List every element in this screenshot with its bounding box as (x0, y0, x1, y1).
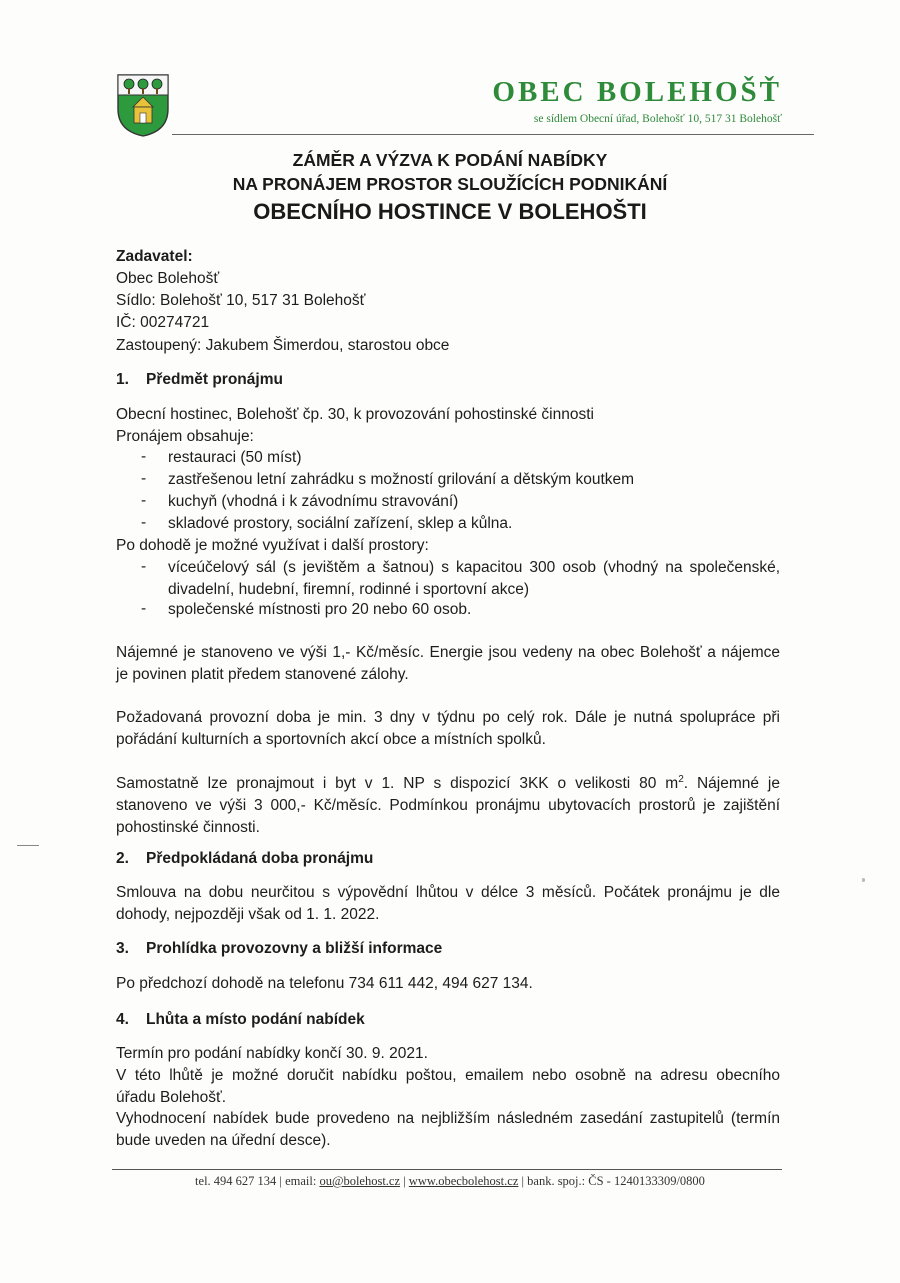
section-4-delivery (116, 1065, 780, 1109)
margin-mark (17, 845, 39, 846)
section-4-evaluation (116, 1108, 780, 1152)
title-line-1: ZÁMĚR A VÝZVA K PODÁNÍ NABÍDKY (292, 150, 608, 170)
list-bullet: - (141, 600, 147, 617)
contracting-ic: IČ: 00274721 (116, 314, 210, 331)
paragraph-line: Požadovaná provozní doba je min. 3 dny v týdnu po celý rok. Dále je nutná spolupráce při (116, 709, 780, 726)
paragraph-line: bude uveden na úřední desce). (116, 1132, 331, 1149)
list-item-line: víceúčelový sál (s jevištěm a šatnou) s kapacitou 300 osob (vhodný na společenské, (168, 559, 780, 576)
contracting-represented: Zastoupený: Jakubem Šimerdou, starostou obce (116, 337, 450, 354)
scan-speck (862, 878, 865, 882)
list-bullet: - (141, 470, 147, 487)
section-1-number: 1. (116, 371, 129, 388)
title-line-2: NA PRONÁJEM PROSTOR SLOUŽÍCÍCH PODNIKÁNÍ (232, 174, 668, 194)
organization-seat: se sídlem Obecní úřad, Bolehošť 10, 517 31 Bolehošť (533, 113, 782, 125)
coat-of-arms-icon (116, 73, 170, 137)
hours-paragraph (116, 707, 780, 751)
paragraph-line: Vyhodnocení nabídek bude provedeno na nejbližším následném zasedání zastupitelů (termín (116, 1110, 780, 1127)
footer-rule (112, 1169, 782, 1170)
footer-email-label: email: (285, 1174, 320, 1188)
list-item (168, 557, 780, 601)
list-bullet: - (141, 448, 147, 465)
contracting-label: Zadavatel: (116, 248, 193, 265)
paragraph-line: Samostatně lze pronajmout i byt v 1. NP s dispozicí 3KK o velikosti 80 $m^2$. Nájemné je (116, 774, 780, 793)
contracting-name: Obec Bolehošť (116, 270, 220, 287)
list-bullet: - (141, 514, 147, 531)
list-item: restauraci (50 míst) (168, 449, 302, 466)
section-3-heading: Prohlídka provozovny a bližší informace (146, 940, 443, 957)
section-3-number: 3. (116, 940, 129, 957)
section-2-heading: Předpokládaná doba pronájmu (146, 850, 374, 867)
section-3-paragraph: Po předchozí dohodě na telefonu 734 611 442, 494 627 134. (116, 975, 533, 992)
header-rule (172, 134, 814, 135)
contracting-seat: Sídlo: Bolehošť 10, 517 31 Bolehošť (116, 292, 366, 309)
section-4-number: 4. (116, 1011, 129, 1028)
flat-paragraph (116, 769, 780, 839)
paragraph-line: stanoveno ve výši 3 000,- Kč/měsíc. Podmínkou pronájmu ubytovacích prostorů je zajištění (116, 797, 780, 815)
list-bullet: - (141, 558, 147, 575)
list-bullet: - (141, 492, 147, 509)
section-4-heading: Lhůta a místo podání nabídek (146, 1011, 365, 1028)
list-item: kuchyň (vhodná i k závodnímu stravování) (168, 493, 459, 510)
paragraph-line: V této lhůtě je možné doručit nabídku poštou, emailem nebo osobně na adresu obecního (116, 1067, 780, 1084)
list-item: společenské místnosti pro 20 nebo 60 osob. (168, 601, 472, 618)
footer-phone: tel. 494 627 134 (195, 1174, 277, 1188)
title-line-3: OBECNÍHO HOSTINCE V BOLEHOŠTI (253, 199, 647, 224)
paragraph-line: pořádání kulturních a sportovních akcí obce a místních spolků. (116, 731, 546, 748)
paragraph-line: je povinen platit předem stanovené zálohy. (116, 666, 409, 683)
rent-paragraph (116, 642, 780, 686)
paragraph-line: Smlouva na dobu neurčitou s výpovědní lhůtou v délce 3 měsíců. Počátek pronájmu je dle (116, 884, 780, 901)
list-item: zastřešenou letní zahrádku s možností grilování a dětským koutkem (168, 471, 635, 488)
list-item-line: divadelní, hudební, firemní, rodinné i sportovní akce) (168, 581, 530, 598)
paragraph-line: úřadu Bolehošť. (116, 1089, 227, 1106)
footer-email-link[interactable]: ou@bolehost.cz (319, 1174, 401, 1188)
section-1-intro: Obecní hostinec, Bolehošť čp. 30, k provozování pohostinské činnosti (116, 406, 594, 423)
section-2-number: 2. (116, 850, 129, 867)
section-1-includes-label: Pronájem obsahuje: (116, 428, 254, 445)
paragraph-line: Nájemné je stanoveno ve výši 1,- Kč/měsíc. Energie jsou vedeny na obec Bolehošť a nájemce (116, 644, 780, 661)
footer-bank: bank. spoj.: ČS - 1240133309/0800 (527, 1174, 705, 1188)
section-1-heading: Předmět pronájmu (146, 371, 283, 388)
section-2-paragraph (116, 882, 780, 926)
list-item: skladové prostory, sociální zařízení, sklep a kůlna. (168, 515, 513, 532)
organization-name: OBEC BOLEHOŠŤ (492, 76, 782, 108)
paragraph-line: pohostinské činnosti. (116, 819, 260, 837)
section-1-extra-label: Po dohodě je možné využívat i další prostory: (116, 537, 429, 554)
section-4-deadline: Termín pro podání nabídky končí 30. 9. 2021. (116, 1045, 428, 1062)
paragraph-line: dohody, nejpozději však od 1. 1. 2022. (116, 906, 380, 923)
footer-web-link[interactable]: www.obecbolehost.cz (408, 1174, 519, 1188)
footer: tel. 494 627 134 | email: ou@bolehost.cz | www.obecbolehost.cz | bank. spoj.: ČS - 1240133309/0800 (195, 1174, 705, 1188)
